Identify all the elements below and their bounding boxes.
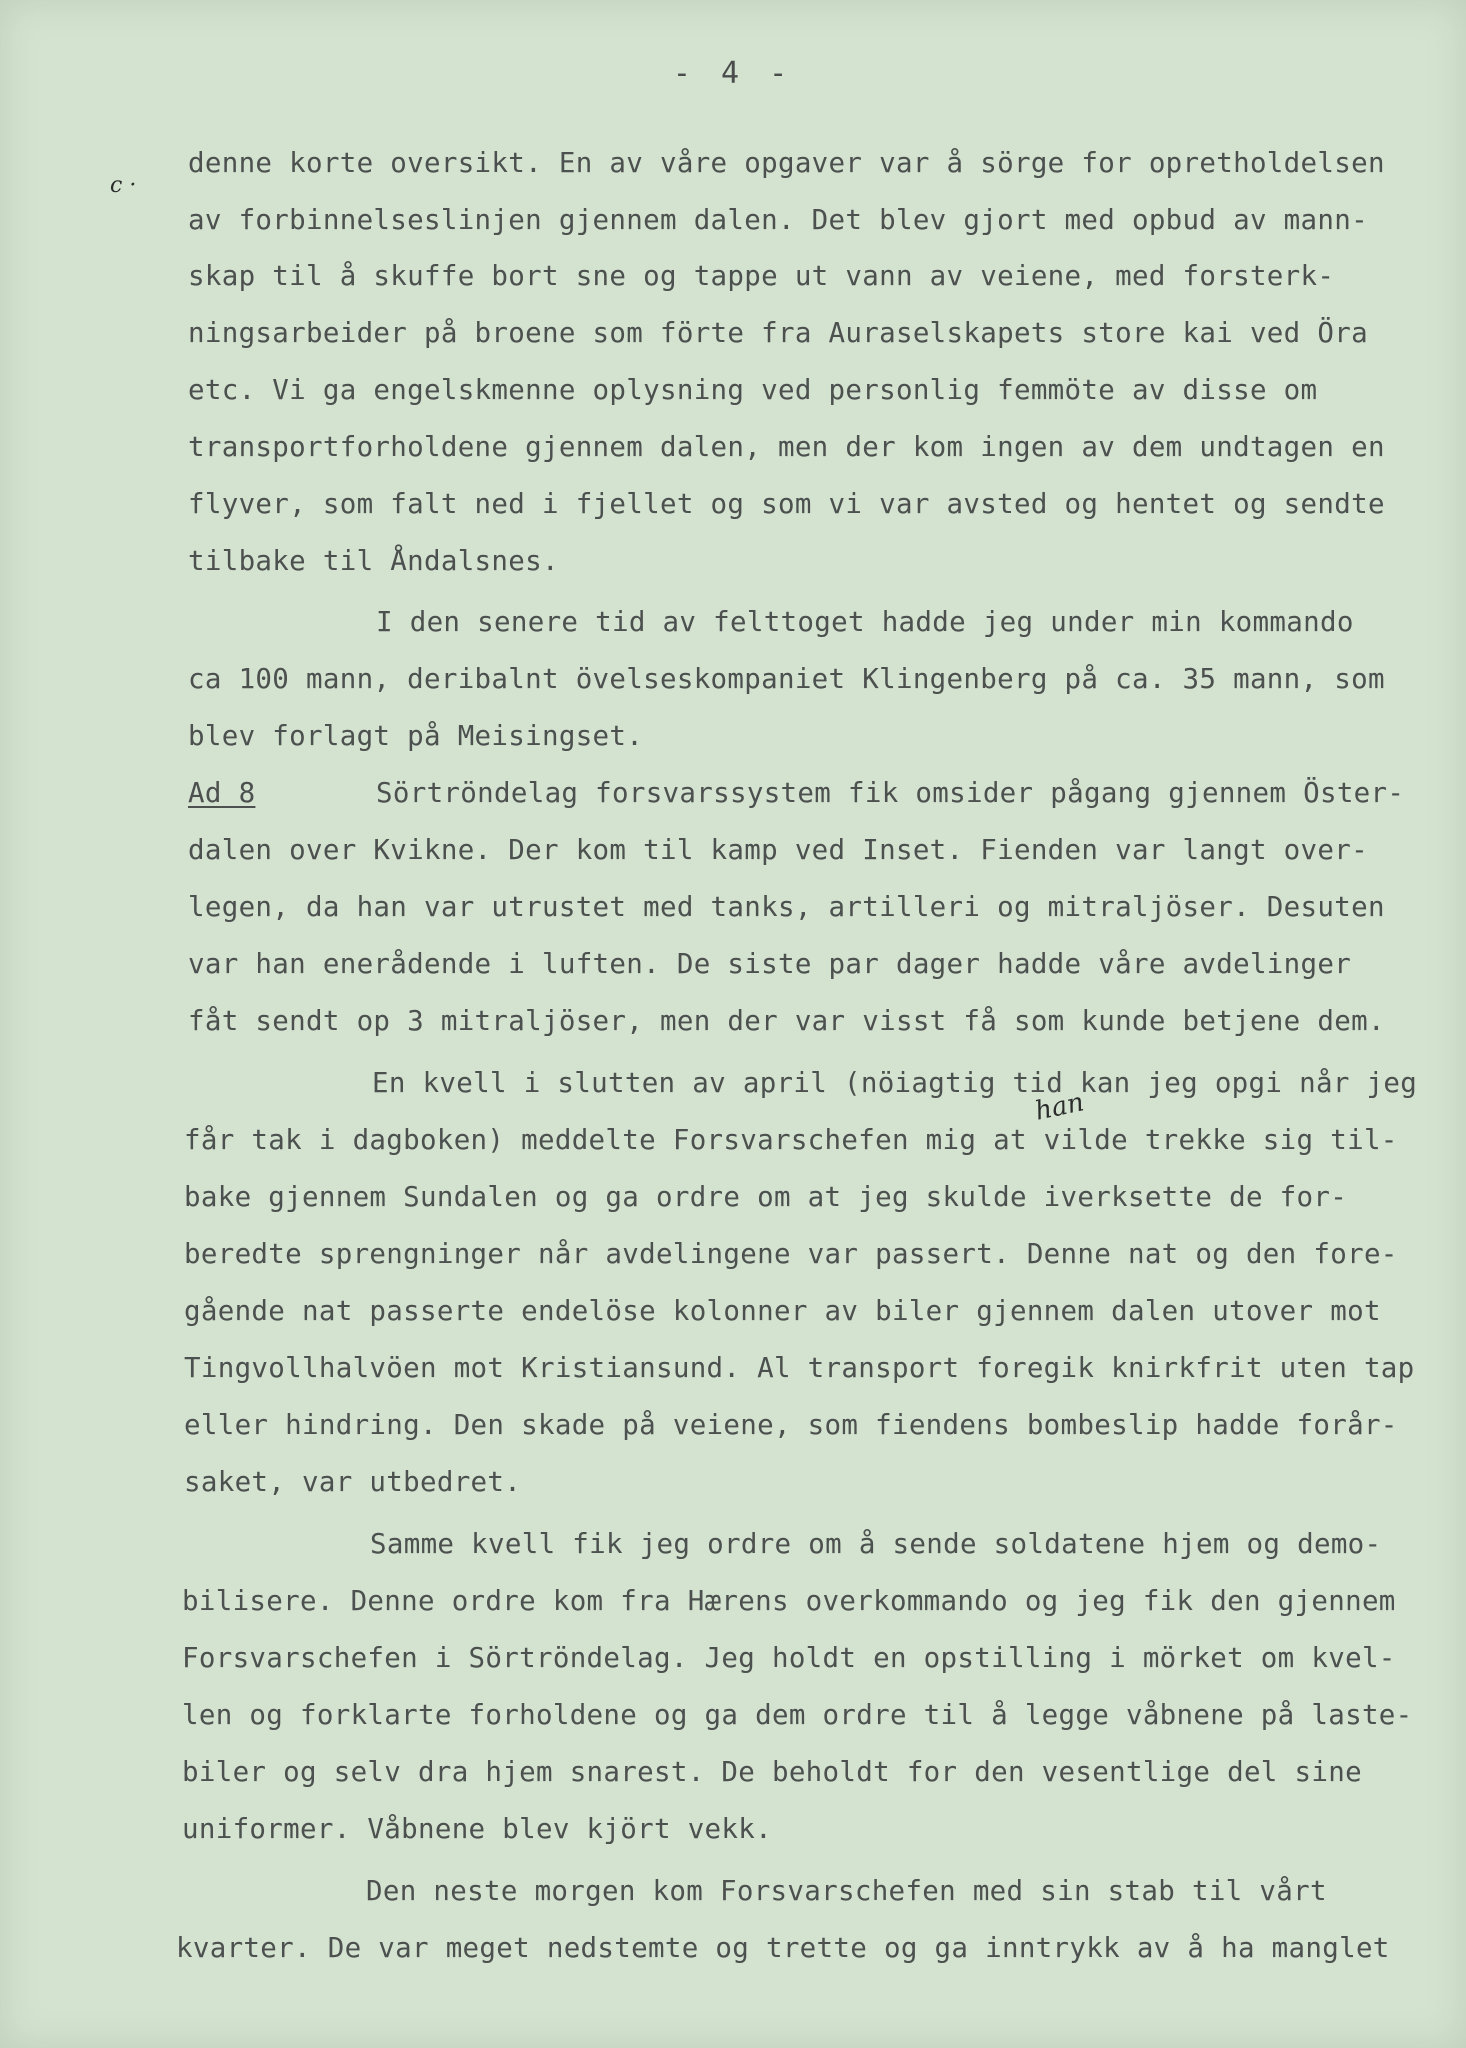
text-line: biler og selv dra hjem snarest. De beholdt for den vesentlige del sine (182, 1756, 1362, 1788)
section-label: Ad 8 (188, 777, 256, 809)
text-line: kvarter. De var meget nedstemte og trette og ga inntrykk av å ha manglet (176, 1932, 1390, 1964)
text-line: var han enerådende i luften. De siste par dager hadde våre avdelinger (188, 948, 1352, 980)
text-line: len og forklarte forholdene og ga dem ordre til å legge våbnene på laste- (182, 1699, 1413, 1731)
text-line: flyver, som falt ned i fjellet og som vi var avsted og hentet og sendte (188, 488, 1385, 520)
text-line: saket, var utbedret. (184, 1466, 522, 1498)
text-line: I den senere tid av felttoget hadde jeg under min kommando (376, 606, 1354, 638)
text-line: bilisere. Denne ordre kom fra Hærens overkommando og jeg fik den gjennem (182, 1585, 1396, 1617)
text-line: fåt sendt op 3 mitraljöser, men der var visst få som kunde betjene dem. (188, 1005, 1385, 1037)
text-line: tilbake til Åndalsnes. (188, 545, 559, 577)
text-line: blev forlagt på Meisingset. (188, 720, 644, 752)
text-line: Sörtröndelag forsvarssystem fik omsider pågang gjennem Öster- (376, 777, 1405, 809)
text-line: ca 100 mann, deribalnt övelseskompaniet Klingenberg på ca. 35 mann, som (188, 663, 1385, 695)
handwritten-insertion: han (1032, 1087, 1087, 1127)
text-line: ningsarbeider på broene som förte fra Auraselskapets store kai ved Öra (188, 317, 1368, 349)
text-line: får tak i dagboken) meddelte Forsvarschefen mig at vilde trekke sig til- (184, 1124, 1398, 1156)
text-line: gående nat passerte endelöse kolonner av biler gjennem dalen utover mot (184, 1295, 1381, 1327)
text-line: skap til å skuffe bort sne og tappe ut vann av veiene, med forsterk- (188, 260, 1335, 292)
page-number: - 4 - (672, 56, 794, 91)
text-line: eller hindring. Den skade på veiene, som fiendens bombeslip hadde forår- (184, 1409, 1398, 1441)
text-line: av forbinnelseslinjen gjennem dalen. Det blev gjort med opbud av mann- (188, 204, 1368, 236)
text-line: Samme kvell fik jeg ordre om å sende soldatene hjem og demo- (370, 1528, 1382, 1560)
text-line: transportforholdene gjennem dalen, men der kom ingen av dem undtagen en (188, 431, 1385, 463)
text-line: beredte sprengninger når avdelingene var passert. Denne nat og den fore- (184, 1238, 1398, 1270)
margin-annotation: ⅽ · (110, 173, 137, 198)
text-line: Den neste morgen kom Forsvarschefen med sin stab til vårt (366, 1875, 1327, 1907)
text-line: dalen over Kvikne. Der kom til kamp ved Inset. Fienden var langt over- (188, 834, 1368, 866)
text-line: bake gjennem Sundalen og ga ordre om at jeg skulde iverksette de for- (184, 1181, 1348, 1213)
text-line: etc. Vi ga engelskmenne oplysning ved personlig femmöte av disse om (188, 374, 1318, 406)
text-line: legen, da han var utrustet med tanks, artilleri og mitraljöser. Desuten (188, 891, 1385, 923)
text-line: Forsvarschefen i Sörtröndelag. Jeg holdt en opstilling i mörket om kvel- (182, 1642, 1396, 1674)
text-line: denne korte oversikt. En av våre opgaver var å sörge for opretholdelsen (188, 147, 1385, 179)
text-line: Tingvollhalvöen mot Kristiansund. Al transport foregik knirkfrit uten tap (184, 1352, 1415, 1384)
text-line: En kvell i slutten av april (nöiagtig tid kan jeg opgi når jeg (372, 1067, 1418, 1099)
text-line: uniformer. Våbnene blev kjört vekk. (182, 1813, 772, 1845)
